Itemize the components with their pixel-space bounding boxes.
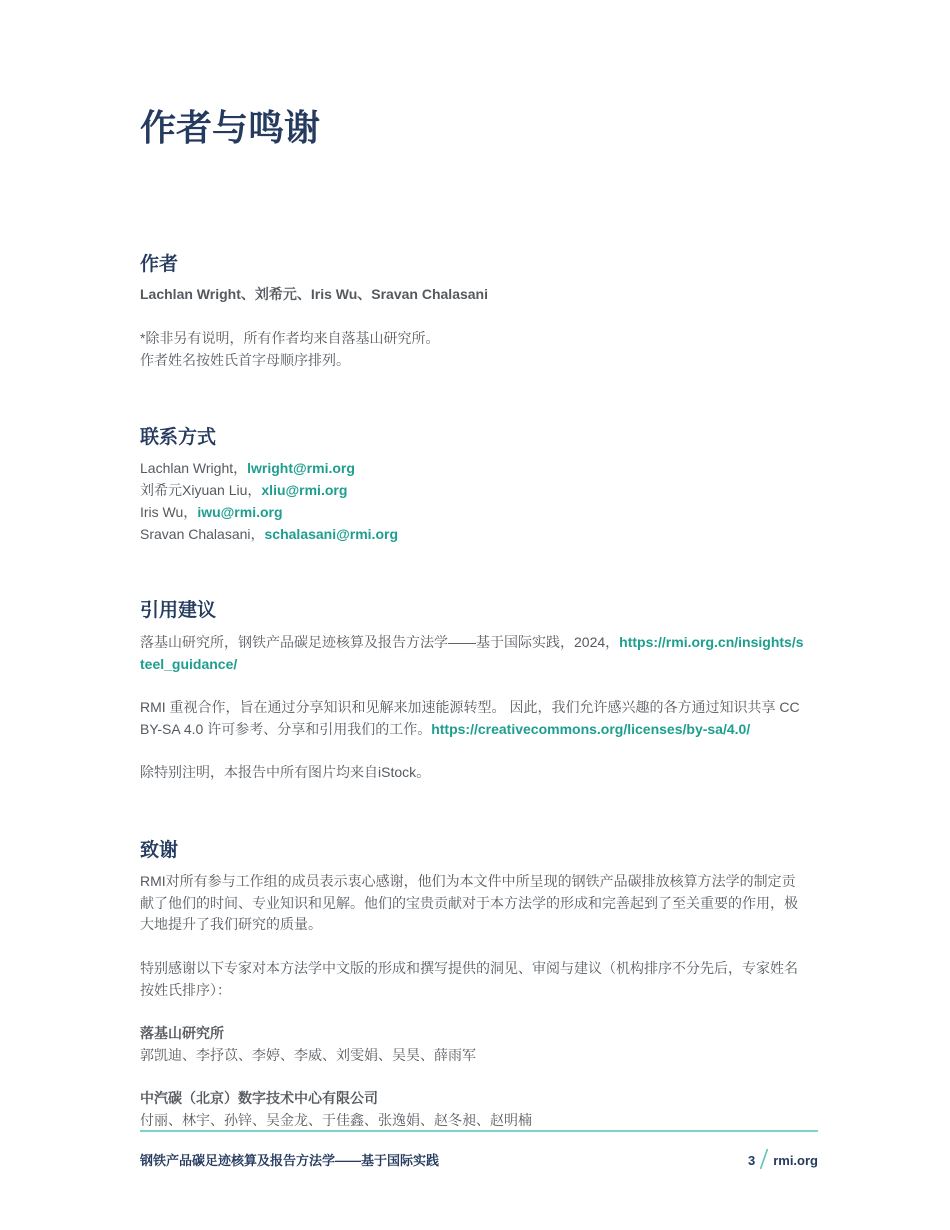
contact-email-link[interactable]: schalasani@rmi.org [264, 526, 398, 542]
contact-email-link[interactable]: xliu@rmi.org [261, 482, 348, 498]
citation-body: 落基山研究所，钢铁产品碳足迹核算及报告方法学——基于国际实践，2024， [140, 634, 620, 650]
license-body: RMI 重视合作，旨在通过分享知识和见解来加速能源转型。 因此，我们允许感兴趣的各方通过知识共享 CC BY-SA 4.0 许可参考、分享和引用我们的工作。 [140, 699, 800, 737]
citation-text [140, 632, 805, 675]
contacts-heading: 联系方式 [140, 427, 217, 448]
org-name: 落基山研究所 [140, 1025, 224, 1041]
author-names: Lachlan Wright、刘希元、Iris Wu、Sravan Chalasani [140, 286, 488, 302]
footer-doc-title: 钢铁产品碳足迹核算及报告方法学——基于国际实践 [140, 1153, 440, 1168]
contact-item [140, 524, 398, 546]
footer-divider [140, 1130, 818, 1132]
footer-page-info [748, 1148, 818, 1173]
citation-heading: 引用建议 [140, 600, 217, 621]
acknowledgments-para2: 特别感谢以下专家对本方法学中文版的形成和撰写提供的洞见、审阅与建议（机构排序不分先后，专家姓名按姓氏排序）： [140, 960, 798, 998]
slash-divider-icon [759, 1148, 769, 1173]
images-note: 除特别注明，本报告中所有图片均来自iStock。 [140, 764, 431, 780]
contact-name: Sravan Chalasani， [140, 526, 265, 542]
page-number: 3 [747, 1153, 756, 1168]
contact-name: Lachlan Wright， [140, 460, 248, 476]
author-note-order: 作者姓名按姓氏首字母顺序排列。 [140, 352, 350, 368]
author-note-affiliation: *除非另有说明，所有作者均来自落基山研究所。 [140, 330, 440, 346]
contact-email-link[interactable]: iwu@rmi.org [197, 504, 283, 520]
contact-email-link[interactable]: lwright@rmi.org [247, 460, 355, 476]
page-title: 作者与鸣谢 [140, 107, 321, 148]
org-members: 付丽、林宇、孙锌、吴金龙、于佳鑫、张逸娟、赵冬昶、赵明楠 [140, 1112, 532, 1128]
org-members: 郭凯迪、李抒苡、李婷、李威、刘雯娟、吴昊、薛雨军 [140, 1047, 476, 1063]
authors-heading: 作者 [140, 254, 179, 275]
acknowledgments-heading: 致谢 [140, 840, 179, 861]
contact-item [140, 502, 283, 524]
footer-site-link[interactable]: rmi.org [773, 1153, 818, 1168]
org-name: 中汽碳（北京）数字技术中心有限公司 [140, 1090, 378, 1106]
contact-item [140, 458, 355, 480]
acknowledgments-para1: RMI对所有参与工作组的成员表示衷心感谢，他们为本文件中所呈现的钢铁产品碳排放核算方法学的制定贡献了他们的时间、专业知识和见解。他们的宝贵贡献对于本方法学的形成和完善起到了至关重要的作用，极大地提升了我们研究的质量。 [140, 873, 798, 933]
license-url-link[interactable]: https://creativecommons.org/licenses/by-sa/4.0/ [431, 720, 751, 737]
license-text [140, 697, 800, 740]
contact-item [140, 480, 347, 502]
citation-url-link[interactable]: https://rmi.org.cn/insights/steel_guidance/ [140, 634, 804, 672]
contact-name: 刘希元Xiyuan Liu， [140, 482, 262, 498]
contact-name: Iris Wu， [140, 504, 198, 520]
